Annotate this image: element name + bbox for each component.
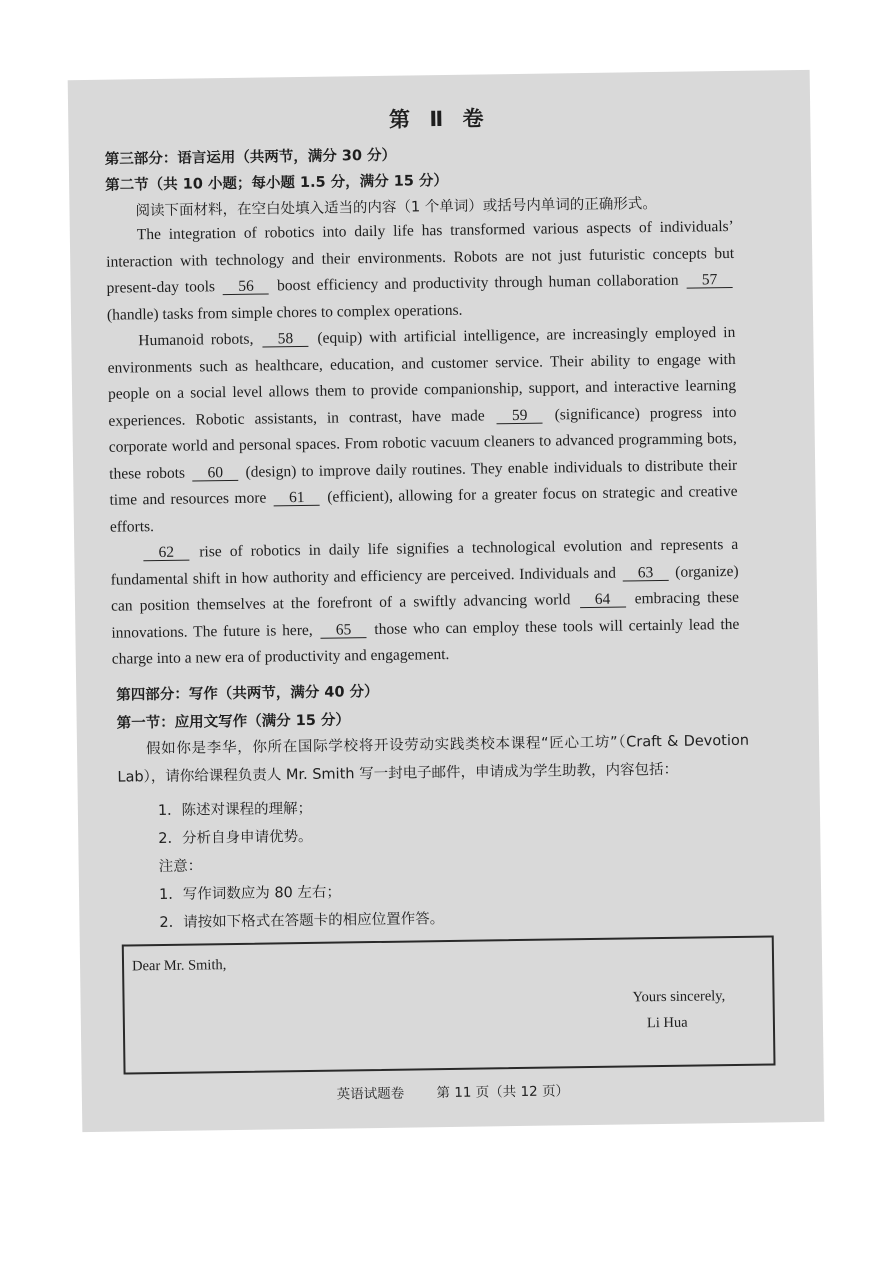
blank-62[interactable]: 62 [143,545,189,562]
footer-subject: 英语试题卷 [336,1085,405,1103]
content-points [158,793,445,937]
content-point-1: 1．陈述对课程的理解； [157,800,313,820]
passage-paragraph-1: The integration of robotics into daily life has transformed various aspects of individuals’ interaction with technology and their environments. Robots are not just futuristic concepts but present-day tools 56 boost efficiency and productivity through human collaboration 57 (handle) tasks from simple chores to complex operations. [106,217,735,324]
blank-58[interactable]: 58 [262,331,308,348]
note-1: 1．写作词数应为 80 左右； [158,884,342,904]
blank-65[interactable]: 65 [320,622,366,639]
letter-greeting: Dear Mr. Smith, [131,957,227,975]
instruction-text: 阅读下面材料，在空白处填入适当的内容（1 个单词）或括号内单词的正确形式。 [135,196,657,220]
blank-56[interactable]: 56 [223,278,269,295]
exam-page [68,70,825,1132]
note-label: 注意： [158,858,203,876]
section2-heading: 第二节（共 10 小题；每小题 1.5 分，满分 15 分） [105,172,449,194]
footer-page-number: 第 11 页（共 12 页） [436,1083,570,1102]
blank-60[interactable]: 60 [192,464,238,481]
passage-paragraph-3: 62 rise of robotics in daily life signifies a technological evolution and represents a fundamental shift in how authority and efficiency are perceived. Individuals and 63 (organize) can position themselves at the forefront of a swiftly advancing world 64 embracing these innovations. The future is here, 65 those who can employ these tools will certainly lead the charge into a new era of productivity and engagement. [110,535,740,668]
blank-59[interactable]: 59 [497,407,543,424]
blank-61[interactable]: 61 [274,490,320,507]
blank-63[interactable]: 63 [622,564,668,581]
section1-heading: 第一节：应用文写作（满分 15 分） [116,712,351,732]
blank-64[interactable]: 64 [579,591,625,608]
content-point-2: 2．分析自身申请优势。 [158,828,313,848]
letter-closing: Yours sincerely, [632,988,726,1006]
page-footer [82,1076,824,1106]
letter-signature: Li Hua [646,1014,688,1032]
part3-heading: 第三部分：语言运用（共两节，满分 30 分） [104,147,397,168]
writing-prompt: 假如你是李华，你所在国际学校将开设劳动实践类校本课程“匠心工坊”（Craft & Devotion Lab），请你给课程负责人 Mr. Smith 写一封电子邮件，申请成为学生助教，内容包括： [117,732,750,786]
part4-heading: 第四部分：写作（共两节，满分 40 分） [116,683,379,704]
volume-title: 第 Ⅱ 卷 [388,106,490,132]
passage-paragraph-2: Humanoid robots, 58 (equip) with artificial intelligence, are increasingly employed in environments such as healthcare, education, and customer service. Their ability to engage with people on a social level allows them to provide companionship, support, and interactive learning experiences. Robotic assistants, in contrast, have made 59 (significance) progress into corporate world and personal spaces. From robotic vacuum cleaners to advanced programming bots, these robots 60 (design) to improve daily routines. They enable individuals to distribute their time and resources more 61 (efficient), allowing for a greater focus on strategic and creative efforts. [107,323,738,536]
note-2: 2．请按如下格式在答题卡的相应位置作答。 [159,911,445,932]
cloze-passage [106,214,740,673]
blank-57[interactable]: 57 [686,272,732,289]
letter-template-box [122,935,776,1074]
